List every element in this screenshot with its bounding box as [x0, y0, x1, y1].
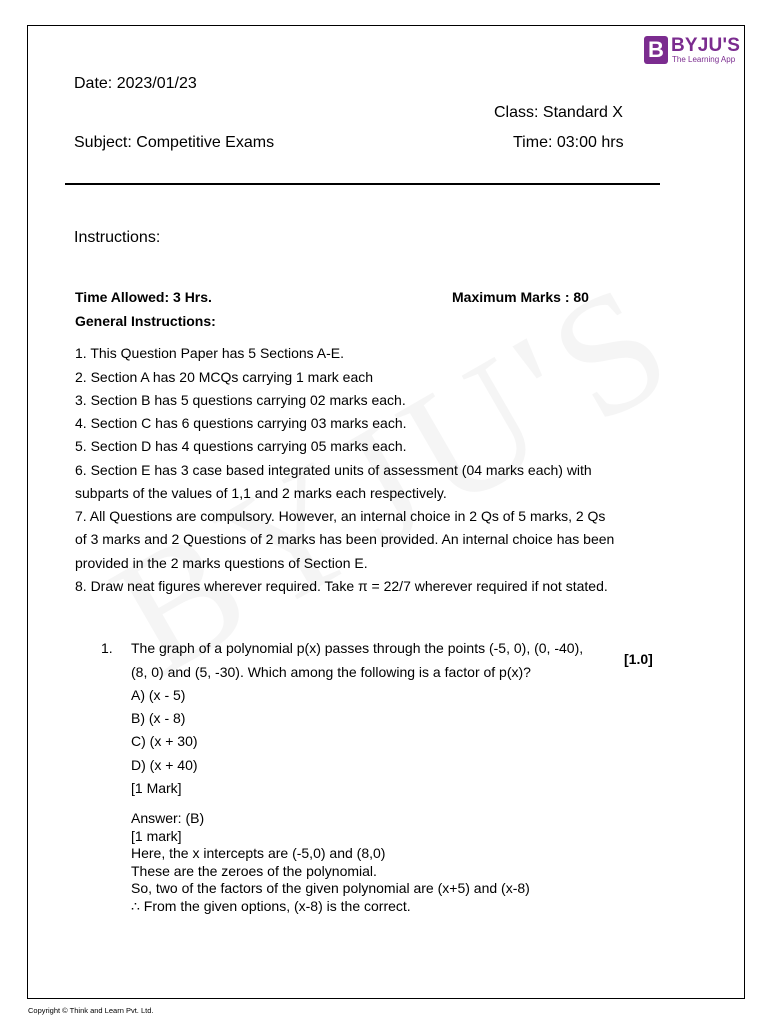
answer-block: [131, 810, 530, 915]
byjus-logo: [644, 36, 744, 68]
answer-line: So, two of the factors of the given polynomial are (x+5) and (x-8): [131, 880, 530, 896]
general-instructions-title: General Instructions:: [75, 313, 216, 329]
logo-tagline: The Learning App: [672, 55, 736, 64]
date-label: Date: 2023/01/23: [74, 75, 197, 92]
instruction-line: 8. Draw neat figures wherever required. Take π = 22/7 wherever required if not stated.: [75, 578, 608, 594]
instruction-line: 3. Section B has 5 questions carrying 02 marks each.: [75, 392, 406, 408]
logo-b-icon: B: [644, 36, 668, 64]
time-label: Time: 03:00 hrs: [513, 134, 624, 151]
option-b: B) (x - 8): [131, 710, 186, 726]
answer-line: Answer: (B): [131, 810, 205, 826]
time-allowed: Time Allowed: 3 Hrs.: [75, 289, 212, 305]
question-text-line1: The graph of a polynomial p(x) passes through the points (-5, 0), (0, -40),: [131, 640, 584, 656]
class-label: Class: Standard X: [494, 104, 623, 121]
copyright-footer: Copyright © Think and Learn Pvt. Ltd.: [28, 1006, 154, 1015]
question-mark-label: [1 Mark]: [131, 780, 182, 796]
header-divider: [65, 183, 660, 185]
question-number: 1.: [101, 640, 113, 656]
answer-line: [1 mark]: [131, 827, 182, 844]
instruction-line: provided in the 2 marks questions of Section E.: [75, 555, 368, 571]
instruction-line: 7. All Questions are compulsory. However, an internal choice in 2 Qs of 5 marks, 2 Qs: [75, 508, 606, 524]
instruction-line: 6. Section E has 3 case based integrated units of assessment (04 marks each) with: [75, 462, 592, 478]
answer-line: ∴ From the given options, (x-8) is the correct.: [131, 897, 411, 914]
instructions-title: Instructions:: [74, 229, 161, 246]
answer-line: Here, the x intercepts are (-5,0) and (8,0): [131, 845, 386, 861]
logo-name: BYJU'S: [671, 35, 741, 56]
instruction-line: 4. Section C has 6 questions carrying 03 marks each.: [75, 415, 407, 431]
instruction-line: of 3 marks and 2 Questions of 2 marks has been provided. An internal choice has been: [75, 531, 615, 547]
question-marks-tag: [1.0]: [624, 651, 653, 667]
instruction-line: 2. Section A has 20 MCQs carrying 1 mark each: [75, 369, 374, 385]
instruction-line: 5. Section D has 4 questions carrying 05 marks each.: [75, 438, 407, 454]
subject-label: Subject: Competitive Exams: [74, 134, 275, 151]
question-text-line2: (8, 0) and (5, -30). Which among the following is a factor of p(x)?: [131, 664, 531, 680]
instruction-line: subparts of the values of 1,1 and 2 marks each respectively.: [75, 485, 447, 501]
maximum-marks: Maximum Marks : 80: [452, 289, 589, 305]
option-a: A) (x - 5): [131, 687, 186, 703]
instruction-line: 1. This Question Paper has 5 Sections A-E.: [75, 345, 345, 361]
option-c: C) (x + 30): [131, 733, 198, 749]
answer-line: These are the zeroes of the polynomial.: [131, 862, 377, 879]
option-d: D) (x + 40): [131, 757, 198, 773]
